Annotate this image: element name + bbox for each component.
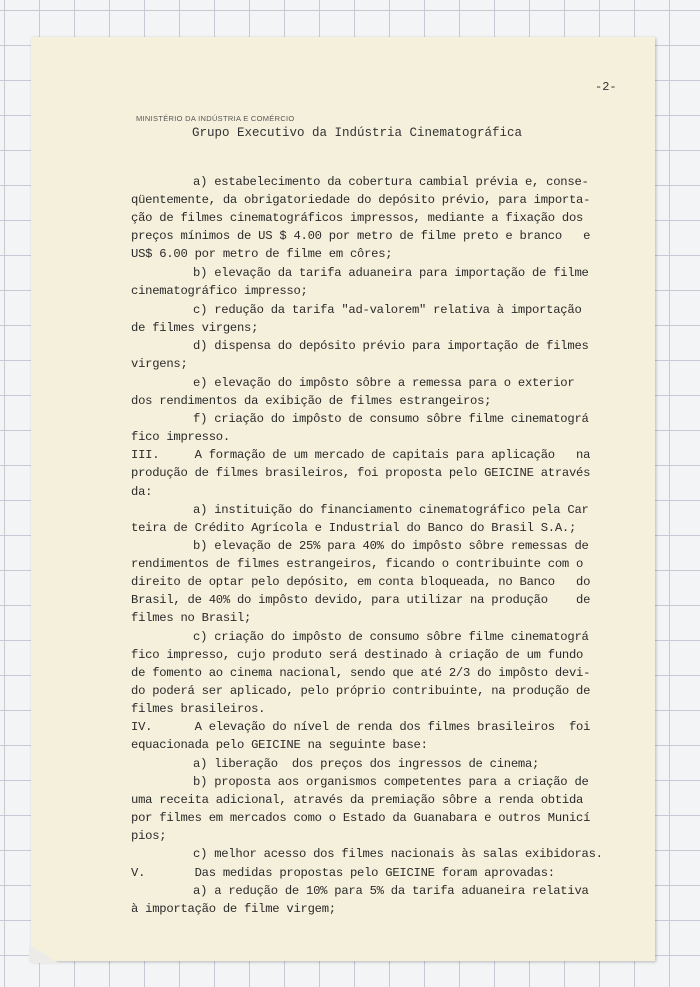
text-line: e) elevação do impôsto sôbre a remessa para o exterior bbox=[193, 376, 575, 390]
text-line: a) instituição do financiamento cinematográfico pela Car bbox=[193, 503, 589, 517]
text-line: a) liberação dos preços dos ingressos de cinema; bbox=[193, 757, 540, 771]
text-line: da: bbox=[131, 485, 153, 499]
text-line: c) melhor acesso dos filmes nacionais às salas exibidoras. bbox=[193, 847, 603, 861]
text-line: V. Das medidas propostas pelo GEICINE foram aprovadas: bbox=[131, 866, 555, 880]
letterhead-ministry: MINISTÉRIO DA INDÚSTRIA E COMÉRCIO bbox=[136, 114, 295, 123]
text-line: IV. A elevação do nível de renda dos filmes brasileiros foi bbox=[131, 720, 591, 734]
text-line: b) elevação de 25% para 40% do impôsto sôbre remessas de bbox=[193, 539, 589, 553]
text-line: dos rendimentos da exibição de filmes estrangeiros; bbox=[131, 394, 492, 408]
text-line: pios; bbox=[131, 829, 167, 843]
text-line: qüentemente, da obrigatoriedade do depósito prévio, para importa- bbox=[131, 193, 591, 207]
text-line: preços mínimos de US $ 4.00 por metro de filme preto e branco e bbox=[131, 229, 591, 243]
text-line: à importação de filme virgem; bbox=[131, 902, 336, 916]
text-line: produção de filmes brasileiros, foi proposta pelo GEICINE através bbox=[131, 466, 591, 480]
text-line: por filmes em mercados como o Estado da Guanabara e outros Municí bbox=[131, 811, 591, 825]
text-line: f) criação do impôsto de consumo sôbre filme cinematográ bbox=[193, 412, 589, 426]
text-line: c) criação do impôsto de consumo sôbre filme cinematográ bbox=[193, 630, 589, 644]
text-line: de fomento ao cinema nacional, sendo que até 2/3 do impôsto devi- bbox=[131, 666, 591, 680]
text-line: filmes brasileiros. bbox=[131, 702, 266, 716]
text-line: Brasil, de 40% do impôsto devido, para utilizar na produção de bbox=[131, 593, 591, 607]
text-line: equacionada pelo GEICINE na seguinte base: bbox=[131, 738, 428, 752]
text-line: filmes no Brasil; bbox=[131, 611, 252, 625]
text-line: ção de filmes cinematográficos impressos, mediante a fixação dos bbox=[131, 211, 584, 225]
text-line: uma receita adicional, através da premiação sôbre a renda obtida bbox=[131, 793, 584, 807]
text-line: teira de Crédito Agrícola e Industrial do Banco do Brasil S.A.; bbox=[131, 521, 577, 535]
text-line: b) proposta aos organismos competentes para a criação de bbox=[193, 775, 589, 789]
text-line: c) redução da tarifa "ad-valorem" relativa à importação bbox=[193, 303, 582, 317]
folded-corner bbox=[29, 945, 59, 963]
text-line: rendimentos de filmes estrangeiros, ficando o contribuinte com o bbox=[131, 557, 584, 571]
text-line: III. A formação de um mercado de capitais para aplicação na bbox=[131, 448, 591, 462]
text-line: b) elevação da tarifa aduaneira para importação de filme bbox=[193, 266, 589, 280]
text-line: fico impresso. bbox=[131, 430, 230, 444]
page-number: -2- bbox=[595, 80, 617, 94]
text-line: US$ 6.00 por metro de filme em côres; bbox=[131, 247, 393, 261]
text-line: a) a redução de 10% para 5% da tarifa aduaneira relativa bbox=[193, 884, 589, 898]
text-line: fico impresso, cujo produto será destinado à criação de um fundo bbox=[131, 648, 584, 662]
text-line: direito de optar pelo depósito, em conta bloqueada, no Banco do bbox=[131, 575, 591, 589]
text-line: cinematográfico impresso; bbox=[131, 284, 308, 298]
text-line: a) estabelecimento da cobertura cambial prévia e, conse- bbox=[193, 175, 589, 189]
text-line: d) dispensa do depósito prévio para importação de filmes bbox=[193, 339, 589, 353]
text-line: virgens; bbox=[131, 357, 188, 371]
letterhead-group: Grupo Executivo da Indústria Cinematográfica bbox=[192, 126, 523, 140]
text-line: do poderá ser aplicado, pelo próprio contribuinte, na produção de bbox=[131, 684, 591, 698]
text-line: de filmes virgens; bbox=[131, 321, 259, 335]
